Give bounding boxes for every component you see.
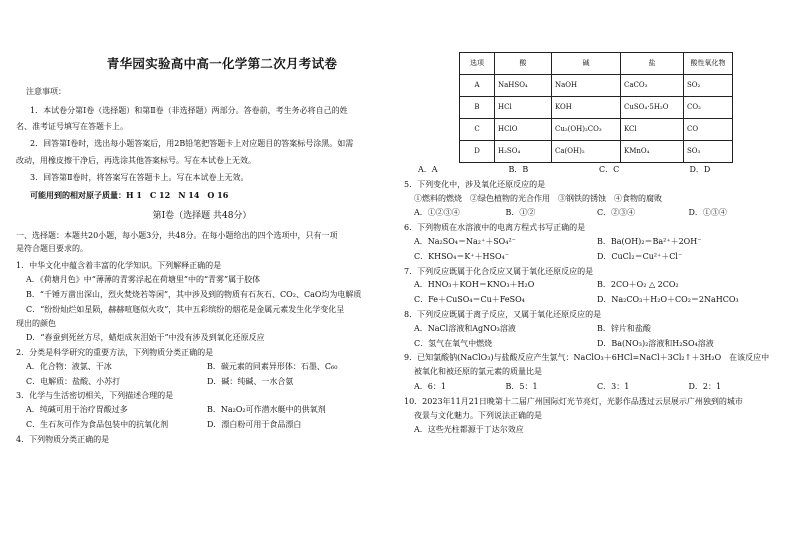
- q3-option-b: B．Na₂O₂可作潜水艇中的供氧剂: [207, 405, 326, 415]
- q6-stem: 6．下列物质在水溶液中的电离方程式书写正确的是: [404, 223, 586, 233]
- q9-choice-d: D．2：1: [688, 381, 722, 391]
- table-row: [460, 97, 733, 119]
- q9-choice-a: A．6：1: [414, 381, 446, 391]
- table-cell: A: [460, 75, 495, 97]
- q1-option-c-line1: C．“纷纷灿烂如星陨，赫赫喧豗似火攻”，其中五彩缤纷的烟花是金属元素发生化学变化呈: [26, 304, 345, 314]
- note-2a: 2．回答第Ⅰ卷时，选出每小题答案后，用2B铅笔把答题卡上对应题目的答案标号涂黑。如需: [30, 139, 354, 149]
- note-1a: 1．本试卷分第Ⅰ卷（选择题）和第Ⅱ卷（非选择题）两部分。答卷前，考生务必将自己的姓: [30, 105, 348, 115]
- q5-choice-c: C．②③④: [597, 208, 636, 218]
- q8-options-ab: [414, 324, 780, 335]
- q4-stem: 4．下列物质分类正确的是: [16, 434, 110, 444]
- q8-stem: 8．下列反应既属于离子反应，又属于氧化还原反应的是: [404, 309, 602, 319]
- q2-option-b: B．碳元素的同素异形体：石墨、C₆₀: [207, 361, 338, 371]
- q9-stem-line1: 9．已知氯酸钠(NaClO₃)与盐酸反应产生氯气：NaClO₃＋6HCl=NaCl＋3Cl₂↑＋3H₂O 在该反应中: [404, 353, 770, 363]
- table-cell: NaOH: [552, 75, 621, 97]
- q3-stem: 3．化学与生活密切相关，下列描述合理的是: [16, 391, 174, 401]
- q7-stem: 7．下列反应既属于化合反应又属于氧化还原反应的是: [404, 266, 594, 276]
- q4-choice-d: D．D: [689, 165, 711, 174]
- q9-choices: [414, 382, 780, 393]
- table-cell: KOH: [552, 97, 621, 119]
- q7-options-ab: [414, 280, 780, 291]
- q8-options-cd: [414, 339, 780, 350]
- table-cell: D: [460, 141, 495, 163]
- table-cell: HClO: [495, 119, 552, 141]
- table-header: 碱: [552, 53, 621, 75]
- q2-stem: 2．分类是科学研究的重要方法，下列物质分类正确的是: [16, 347, 214, 357]
- q5-stem: 5．下列变化中，涉及氧化还原反应的是: [404, 179, 546, 189]
- table-cell: KCl: [621, 119, 684, 141]
- table-cell: CuSO₄·5H₂O: [621, 97, 684, 119]
- q9-choice-b: B．5：1: [505, 381, 538, 391]
- q5-choice-d: D．①③④: [688, 208, 727, 218]
- q1-option-a: A．《荷塘月色》中“薄薄的青雾浮起在荷塘里”中的“青雾”属于胶体: [26, 274, 261, 284]
- section-title: 第Ⅰ卷（选择题 共48分）: [152, 211, 252, 222]
- q6-option-c: C．KHSO₄＝K⁺＋HSO₄⁻: [414, 251, 509, 261]
- q7-options-cd: [414, 295, 780, 306]
- q8-option-b: B．锌片和盐酸: [597, 323, 651, 333]
- q2-options-cd: [26, 377, 388, 388]
- q5-choice-b: B．①②: [505, 208, 536, 218]
- q2-options-ab: [26, 362, 388, 373]
- q4-choices: [418, 165, 780, 176]
- q10-option-a: A．这些光柱都源于丁达尔效应: [414, 425, 524, 435]
- q8-option-c: C．氢气在氧气中燃烧: [414, 338, 493, 348]
- q3-option-a: A．纯碱可用于治疗胃酸过多: [26, 405, 128, 415]
- table-row: [460, 75, 733, 97]
- table-cell: CO: [684, 119, 733, 141]
- notes-heading: 注意事项：: [26, 86, 66, 96]
- table-cell: H₂SO₄: [495, 141, 552, 163]
- q2-option-c: C．电解质：盐酸、小苏打: [26, 376, 121, 386]
- q9-choice-c: C．3：1: [597, 381, 630, 391]
- table-header: 酸性氧化物: [684, 53, 733, 75]
- q2-option-d: D．碱：纯碱、一水合氨: [207, 376, 294, 386]
- q10-stem-line1: 10．2023年11月21日晚第十二届广州国际灯光节亮灯，光影作品透过云层展示广州独到的城市: [404, 396, 743, 406]
- table-cell: NaHSO₄: [495, 75, 552, 97]
- note-3: 3．回答第Ⅱ卷时，将答案写在答题卡上。写在本试卷上无效。: [30, 172, 249, 182]
- q5-choices: [414, 208, 780, 219]
- table-header: 盐: [621, 53, 684, 75]
- q10-stem-line2: 夜景与文化魅力。下列说法正确的是: [414, 410, 542, 420]
- q3-option-c: C．生石灰可作为食品包装中的抗氧化剂: [26, 419, 169, 429]
- table-cell: B: [460, 97, 495, 119]
- q5-list: ①燃料的燃烧 ②绿色植物的光合作用 ③钢铁的锈蚀 ④食物的腐败: [414, 193, 662, 203]
- table-header: 酸: [495, 53, 552, 75]
- q6-options-ab: [414, 237, 780, 248]
- table-cell: C: [460, 119, 495, 141]
- section-intro-2: 是符合题目要求的。: [16, 244, 88, 254]
- q4-choice-a: A．A: [418, 165, 438, 174]
- note-2b: 改动，用橡皮擦干净后，再选涂其他答案标号。写在本试卷上无效。: [16, 156, 256, 166]
- table-cell: KMnO₄: [621, 141, 684, 163]
- section-intro-1: 一、选择题：本题共20小题，每小题3分，共48分。在每小题给出的四个选项中，只有一项: [16, 230, 338, 240]
- q8-option-d: D．Ba(NO₃)₂溶液和H₂SO₄溶液: [597, 338, 714, 348]
- q1-option-c-line2: 现出的颜色: [16, 319, 56, 329]
- exam-title: 青华园实验高中高一化学第二次月考试卷: [106, 56, 338, 71]
- q5-choice-a: A．①②③④: [414, 208, 460, 218]
- q6-options-cd: [414, 252, 780, 263]
- table-row: [460, 119, 733, 141]
- right-column: [404, 52, 780, 440]
- q1-option-d: D．“春蚕到死丝方尽，蜡炬成灰泪始干”中没有涉及到氧化还原反应: [26, 333, 265, 343]
- atomic-masses: 可能用到的相对原子质量：H 1 C 12 N 14 O 16: [30, 189, 229, 200]
- q7-option-b: B．2CO＋O₂ △ 2CO₂: [597, 280, 679, 290]
- q6-option-a: A．Na₂SO₄＝Na₂⁺＋SO₄²⁻: [414, 236, 516, 246]
- q3-options-ab: [26, 405, 388, 416]
- left-column: [16, 56, 388, 449]
- q7-option-a: A．HNO₃＋KOH＝KNO₃＋H₂O: [414, 280, 535, 290]
- q2-option-a: A．化合物：液氯、干冰: [26, 361, 112, 371]
- q9-stem-line2: 被氧化和被还原的氯元素的质量比是: [414, 367, 542, 377]
- q7-option-c: C．Fe＋CuSO₄＝Cu＋FeSO₄: [414, 295, 525, 305]
- classification-table: [459, 52, 733, 163]
- table-cell: SO₃: [684, 141, 733, 163]
- q4-choice-b: B．B: [508, 165, 529, 174]
- q7-option-d: D．Na₂CO₃＋H₂O＋CO₂＝2NaHCO₃: [597, 295, 739, 305]
- q6-option-d: D．CuCl₂＝Cu²⁺＋Cl⁻: [597, 251, 683, 261]
- q4-choice-c: C．C: [599, 165, 620, 174]
- table-cell: HCl: [495, 97, 552, 119]
- table-header-row: [460, 53, 733, 75]
- table-cell: Cu₂(OH)₂CO₃: [552, 119, 621, 141]
- table-row: [460, 141, 733, 163]
- table-cell: SO₂: [684, 75, 733, 97]
- table-header: 选项: [460, 53, 495, 75]
- q3-option-d: D．漂白粉可用于食品漂白: [207, 419, 302, 429]
- q8-option-a: A．NaCl溶液和AgNO₃溶液: [414, 323, 516, 333]
- q6-option-b: B．Ba(OH)₂＝Ba²⁺＋2OH⁻: [597, 236, 702, 246]
- table-cell: CO₂: [684, 97, 733, 119]
- table-cell: Ca(OH)₂: [552, 141, 621, 163]
- table-cell: CaCO₃: [621, 75, 684, 97]
- q3-options-cd: [26, 420, 388, 431]
- q1-stem: 1．中华文化中蕴含着丰富的化学知识。下列解释正确的是: [16, 261, 222, 271]
- q1-option-b: B．“千锤万凿出深山，烈火焚烧若等闲”，其中涉及到的物质有石灰石、CO₂、CaO均为电解质: [26, 289, 362, 299]
- note-1b: 名、准考证号填写在答题卡上。: [16, 122, 128, 132]
